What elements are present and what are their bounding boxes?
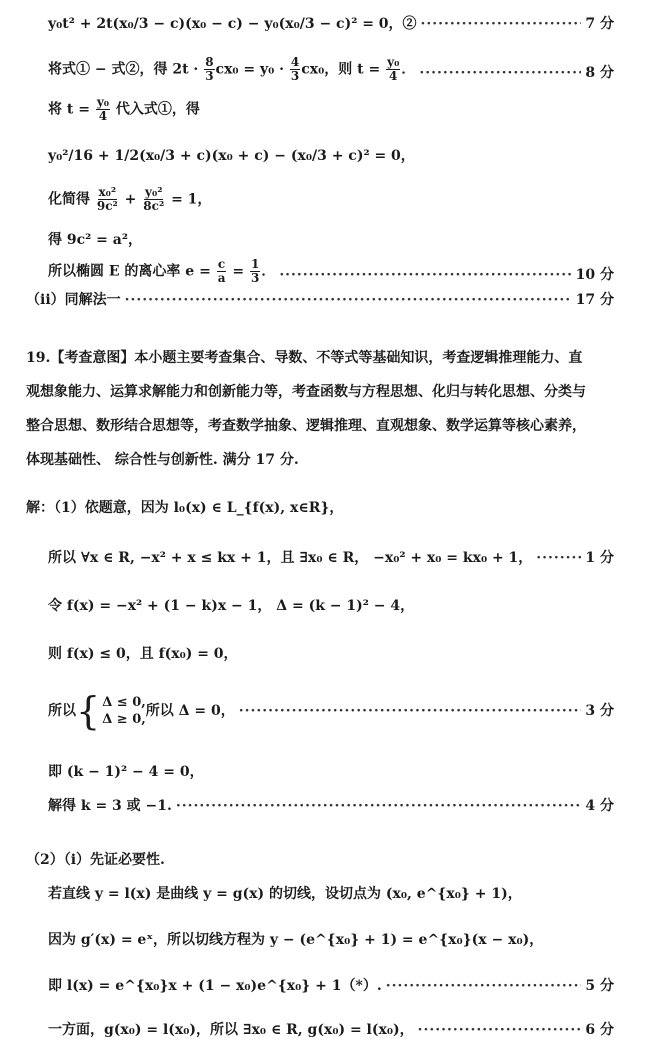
solution-step-1: 所以 ∀x ∈ R, −x² + x ≤ kx + 1，且 ∃x₀ ∈ R， −x₀² + x₀ = kx₀ + 1， ····· 1 分: [48, 548, 614, 568]
dot-leader: [239, 701, 582, 721]
score-17: 17 分: [575, 292, 614, 308]
dot-leader: [386, 976, 582, 996]
score-8: 8 分: [585, 65, 614, 81]
subtract-text-b: cx₀ = y₀ ·: [215, 61, 289, 78]
subtract-text-c: cx₀，则 t =: [301, 61, 386, 78]
substituted-equation: y₀²/16 + 1/2(x₀/3 + c)(x₀ + c) − (x₀/3 + c)² = 0，: [48, 148, 415, 164]
dot-leader: [536, 548, 581, 568]
fraction-8-3: $\frac{8}{3}$: [205, 55, 214, 83]
q19-intro-line-4: 体现基础性、 综合性与创新性. 满分 17 分.: [26, 452, 299, 468]
dot-leader: [418, 1020, 582, 1040]
simplified-equation: 化简得 $\frac{\text{x₀²}}{\text{9c²}}$ + $\frac{\text{y₀²}}{\text{8c²}}$ = 1，: [48, 185, 212, 213]
score-5: 5 分: [585, 978, 614, 994]
q19-intro-line-1: 19.【考查意图】本小题主要考查集合、导数、不等式等基础知识，考查逻辑推理能力、直: [26, 350, 583, 366]
define-f: 令 f(x) = −x² + (1 − k)x − 1， Δ = (k − 1)² − 4，: [48, 598, 415, 614]
part-ii-line: （ii）同解法一 ····· 17 分: [26, 290, 614, 310]
fraction-y0sq-8csq: $\frac{\text{y₀²}}{\text{8c²}}$: [143, 185, 165, 213]
dot-leader: [125, 290, 572, 310]
tangent-setup: 若直线 y = l(x) 是曲线 y = g(x) 的切线，设切点为 (x₀, e^{x₀} + 1)，: [48, 886, 522, 902]
dot-leader: [176, 796, 581, 816]
case-brace: { Δ ≤ 0, Δ ≥ 0,: [76, 689, 146, 733]
score-3: 3 分: [585, 703, 614, 719]
k-solution: 解得 k = 3 或 −1. ····· 4 分: [48, 796, 614, 816]
fraction-4-3: $\frac{4}{3}$: [290, 55, 300, 83]
subtract-text-a: 将式① − 式②，得 2t ·: [48, 61, 204, 78]
tangent-equation: 因为 g′(x) = eˣ，所以切线方程为 y − (e^{x₀} + 1) = e^{x₀}(x − x₀)，: [48, 932, 544, 948]
equation-2-text: y₀t² + 2t(x₀/3 − c)(x₀ − c) − y₀(x₀/3 − c)² = 0，②: [48, 16, 417, 32]
existence-step: 一方面，g(x₀) = l(x₀)，所以 ∃x₀ ∈ R, g(x₀) = l(x₀)， ····· 6 分: [48, 1020, 614, 1040]
fraction-y0-4: $\frac{\text{y₀}}{4}$: [387, 55, 400, 83]
fraction-1-3: $\frac{1}{3}$: [250, 257, 260, 285]
fraction-x0sq-9csq: $\frac{\text{x₀²}}{\text{9c²}}$: [96, 185, 118, 213]
score-10: 10 分: [575, 267, 614, 283]
eccentricity-line: 所以椭圆 E 的离心率 e = $\frac{c}{a}$ = $\frac{1}{3}$ ． ····· 10 分: [48, 258, 614, 285]
score-1: 1 分: [585, 550, 614, 566]
fraction-y0-4: $\frac{\text{y₀}}{4}$: [96, 95, 110, 123]
fraction-c-a: $\frac{c}{a}$: [217, 257, 226, 285]
score-4: 4 分: [585, 798, 614, 814]
substitute-t-line: 将 t = $\frac{\text{y₀}}{4}$ 代入式①，得: [48, 95, 200, 123]
dot-leader: [419, 63, 581, 83]
score-6: 6 分: [585, 1022, 614, 1038]
dot-leader: [421, 14, 582, 34]
q19-intro-line-3: 整合思想、数形结合思想等，考查数学抽象、逻辑推理、直观想象、数学运算等核心素养，: [26, 418, 586, 434]
l-expression: 即 l(x) = e^{x₀}x + (1 − x₀)e^{x₀} + 1（*）. ····· 5 分: [48, 976, 614, 996]
part-2-heading: （2）（i）先证必要性.: [26, 852, 165, 868]
q19-intro-line-2: 观想象能力、运算求解能力和创新能力等，考查函数与方程思想、化归与转化思想、分类与: [26, 384, 586, 400]
score-7: 7 分: [585, 16, 614, 32]
f-condition: 则 f(x) ≤ 0，且 f(x₀) = 0，: [48, 646, 238, 662]
c-a-relation: 得 9c² = a²，: [48, 232, 142, 248]
subtract-equations-line: 将式① − 式②，得 2t · $\frac{8}{3}$ cx₀ = y₀ · $\frac{4}{3}$ cx₀，则 t = $\frac{\text{y₀}}{4}$ ． ····· 8 分: [48, 56, 614, 83]
equation-line-2: [48, 14, 614, 34]
dot-leader: [279, 265, 571, 285]
k-equation: 即 (k − 1)² − 4 = 0，: [48, 764, 204, 780]
delta-step: 所以 { Δ ≤ 0, Δ ≥ 0, 所以 Δ = 0， ····· 3 分: [48, 692, 614, 730]
solution-part-1: 解：（1）依题意，因为 l₀(x) ∈ L_{f(x), x∈R}，: [26, 500, 344, 516]
